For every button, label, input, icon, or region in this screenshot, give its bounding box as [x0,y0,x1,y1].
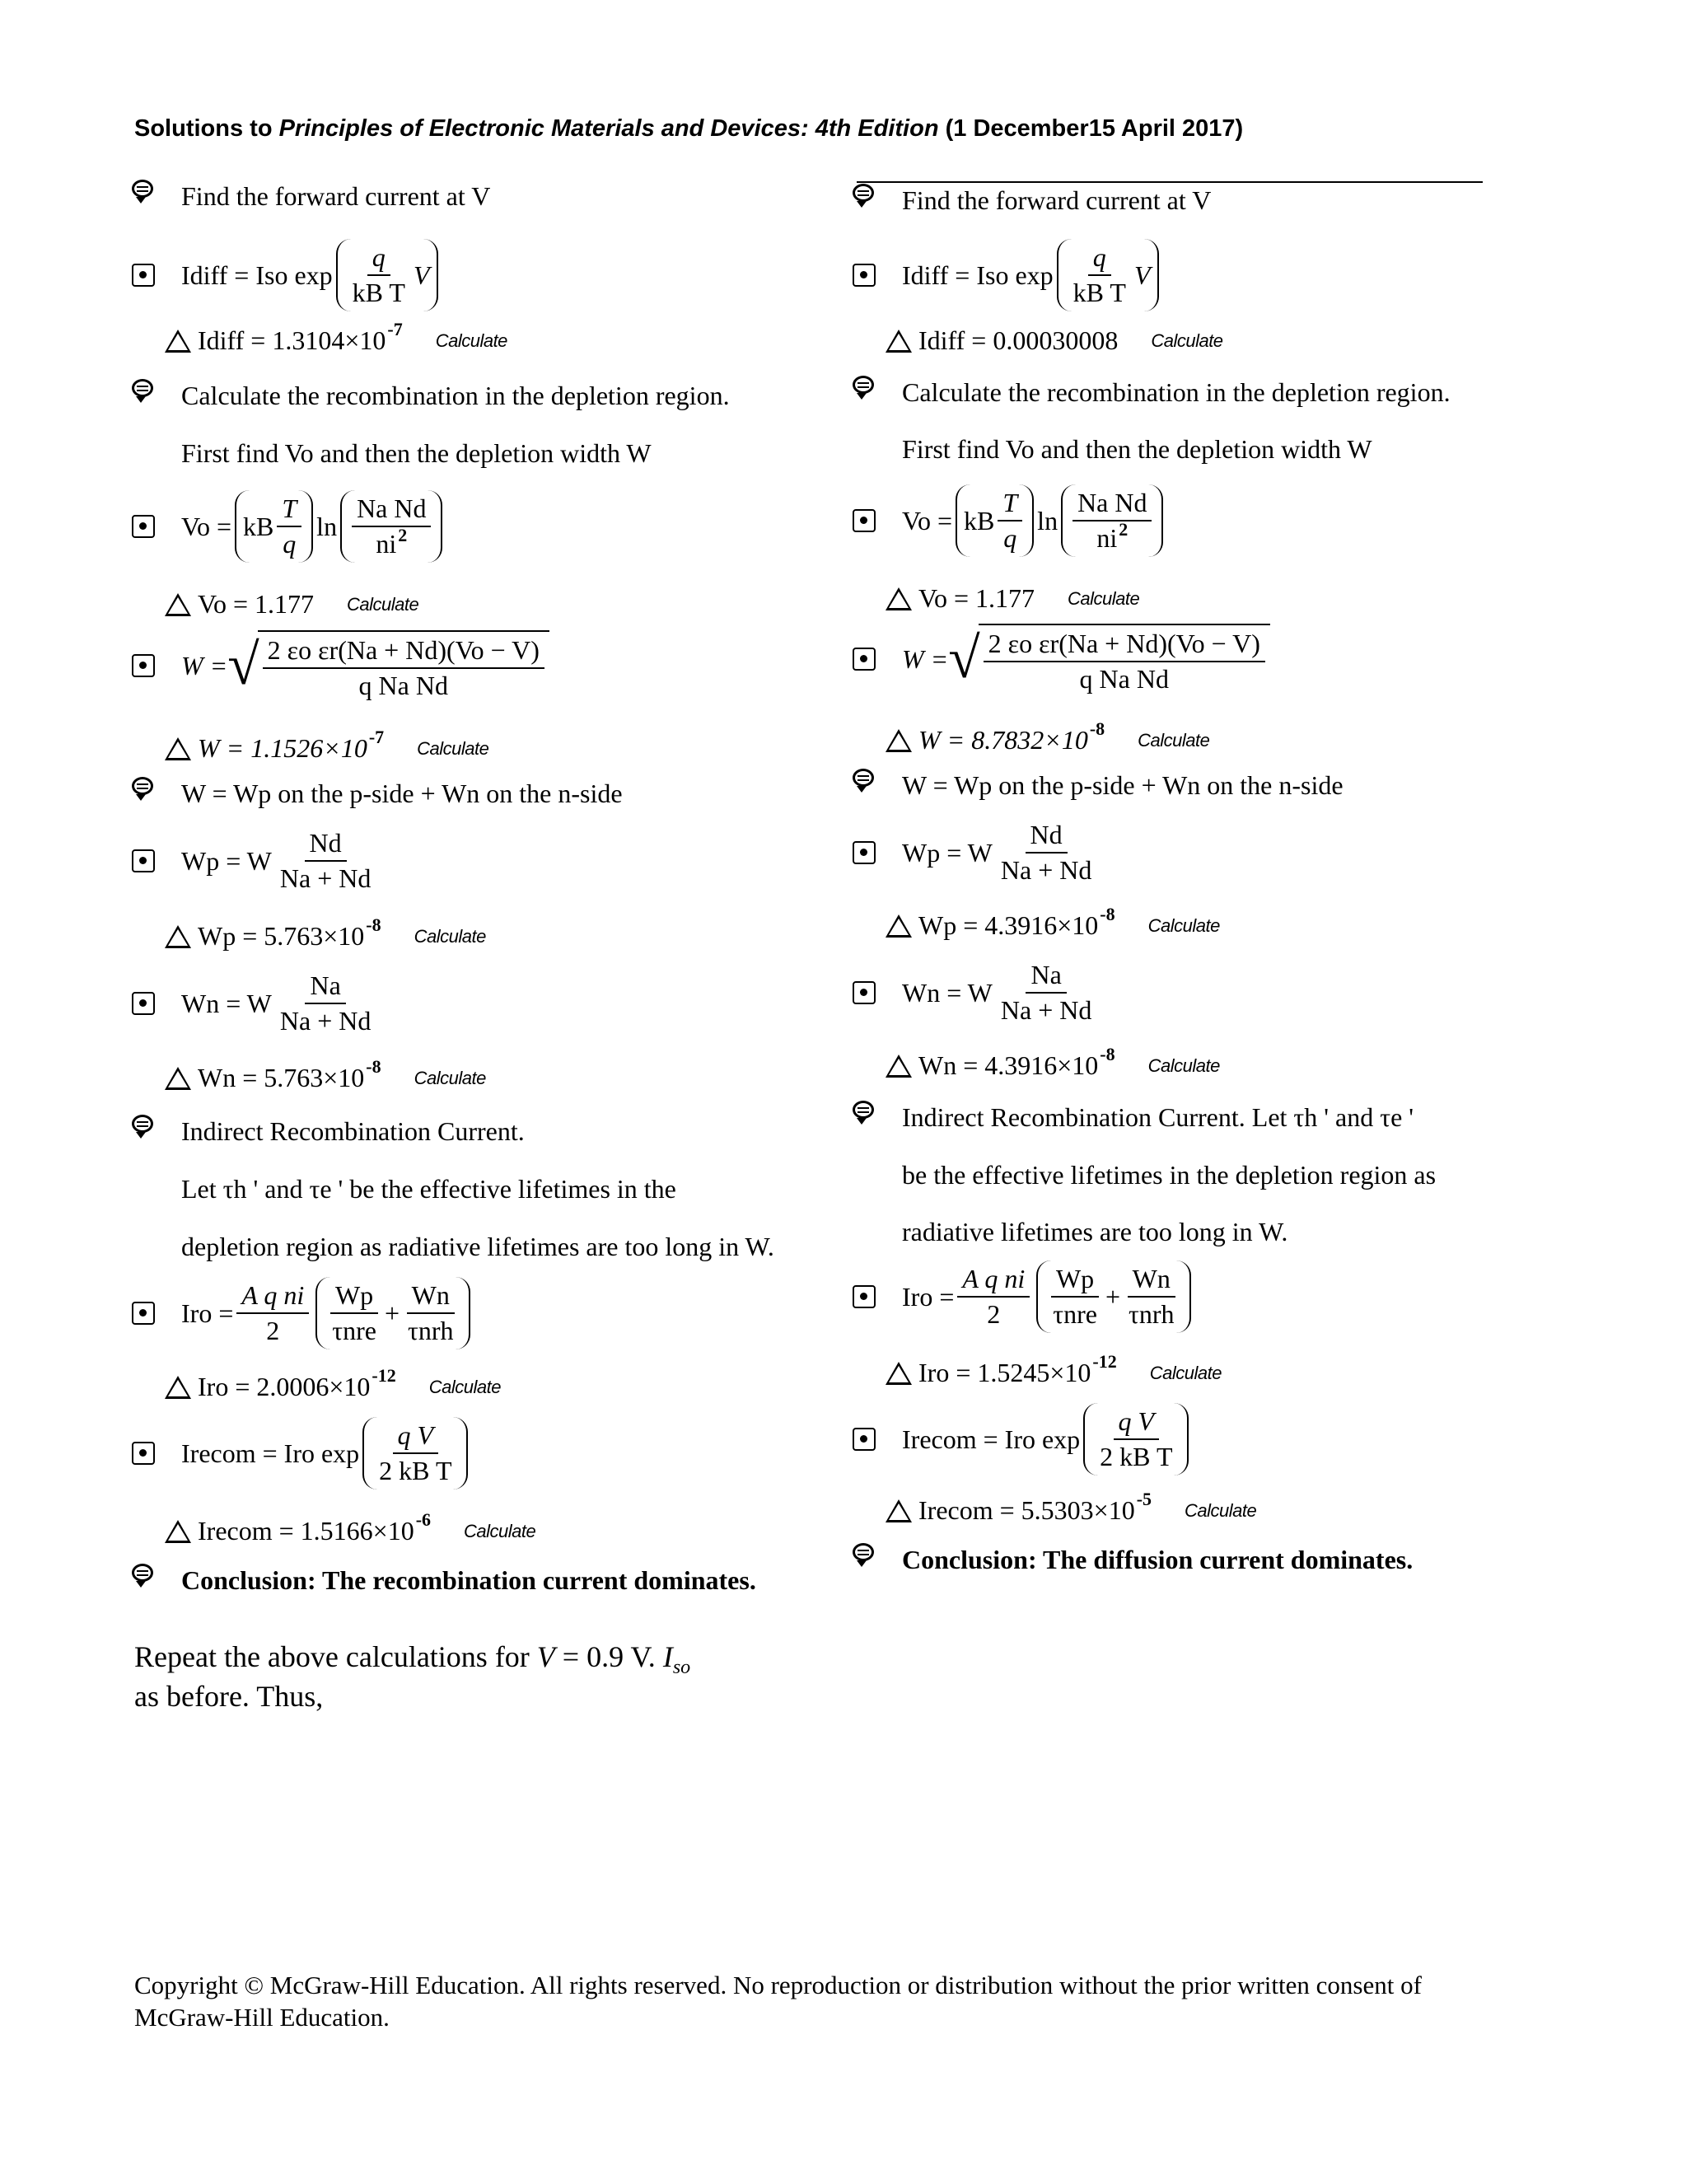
definition-icon [853,648,876,671]
definition-icon [853,981,876,1004]
note-text: be the effective lifetimes in the depletion region as [902,1160,1437,1190]
note-text: First find Vo and then the depletion width W [181,438,652,468]
result-row: Irecom = 5.5303×10 -5 Calculate [886,1495,1256,1526]
definition-icon [132,1442,155,1465]
note-row [132,1565,756,1596]
result-row: Irecom = 1.5166×10 -6 Calculate [165,1516,535,1546]
definition-icon [132,849,155,872]
definition-row: Vo = kB $\frac{T}{q}$ ln $\frac{\text{Na Nd}}{ni^2}$ [853,484,1166,557]
calculate-button[interactable]: Calculate [414,925,486,947]
definition-row: Irecom = Iro exp $\frac{\text{q V}}{\text{2 kB T}}$ [853,1403,1192,1475]
note-row: Indirect Recombination Current. Let τh ' and τe ' [853,1102,1414,1133]
result-row: Wn = 5.763×10 -8 Calculate [165,1063,486,1093]
note-icon [853,769,874,787]
definition-row: Vo = kB $\frac{T}{q}$ ln $\frac{\text{Na Nd}}{ni^2}$ [132,490,446,563]
note-text: depletion region as radiative lifetimes are too long in W. [181,1232,774,1261]
result-icon [886,729,912,752]
definition-row: Wp = W $\frac{Nd}{Na + Nd}$ [132,828,379,894]
result-row: Wn = 4.3916×10 -8 Calculate [886,1050,1220,1081]
calculate-button[interactable]: Calculate [428,1376,501,1397]
definition-row: Wn = W $\frac{Na}{Na + Nd}$ [853,960,1100,1026]
note-row: Calculate the recombination in the depletion region. [853,377,1451,408]
result-icon [886,1055,912,1078]
result-icon [886,914,912,938]
result-icon [165,593,191,616]
calculate-button[interactable]: Calculate [414,1067,486,1088]
result-row: Wp = 5.763×10 -8 Calculate [165,921,486,952]
result-icon [165,1376,191,1399]
calculate-button[interactable]: Calculate [1068,587,1140,609]
definition-row: Wn = W $\frac{Na}{Na + Nd}$ [132,970,379,1036]
note-row: W = Wp on the p-side + Wn on the n-side [132,779,623,809]
definition-icon [132,654,155,677]
calculate-button[interactable]: Calculate [435,330,507,351]
definition-row: W = √ $\frac{\text{2 εo εr(Na + Nd)(Vo − V)}}{\text{q Na Nd}}$ [853,624,1270,694]
body-paragraph-continued: as before. Thus, [134,1680,324,1713]
note-icon [132,379,153,397]
note-icon [132,1564,153,1582]
calculate-button[interactable]: Calculate [1138,729,1210,751]
calculate-button[interactable]: Calculate [1149,1362,1222,1383]
result-row: Vo = 1.177 Calculate [165,589,418,620]
right-column-rule [857,181,1483,183]
note-icon [853,1543,874,1561]
calculate-button[interactable]: Calculate [1185,1499,1257,1521]
definition-icon [853,509,876,532]
result-icon [886,587,912,610]
body-paragraph: Repeat the above calculations for V = 0.9 V. $I_{so}$ [134,1640,691,1679]
definition-icon [132,264,155,287]
result-icon [165,1067,191,1090]
definition-icon [853,841,876,864]
note-row [853,1545,1413,1575]
result-row: Idiff = 0.00030008 Calculate [886,325,1223,356]
note-row: W = Wp on the p-side + Wn on the n-side [853,770,1344,801]
book-title: Principles of Electronic Materials and Devices: 4th Edition [278,115,939,142]
note-row: Find the forward current at V [853,185,1211,216]
definition-row: Iro = $\frac{\text{A q ni}}{2}$ $\frac{Wp}{\text{τnre}}$ + $\frac{Wn}{\text{τnrh}}$ [853,1260,1194,1333]
definition-icon [853,1428,876,1451]
copyright-footer: Copyright © McGraw-Hill Education. All rights reserved. No reproduction or distribution without the prior written consent of McGraw-Hill Education. [134,1971,1422,2032]
result-row: W = 1.1526×10 -7 Calculate [165,733,488,764]
note-row: Calculate the recombination in the depletion region. [132,381,730,411]
definition-row: Idiff = Iso exp $\frac{q}{\text{kB T}}$ V [853,239,1162,311]
conclusion: Conclusion: The diffusion current dominates. [902,1545,1414,1574]
definition-row: W = √ $\frac{\text{2 εo εr(Na + Nd)(Vo − V)}}{\text{q Na Nd}}$ [132,630,549,701]
result-icon [165,737,191,760]
note-icon [853,376,874,394]
result-icon [886,1362,912,1385]
result-row: Wp = 4.3916×10 -8 Calculate [886,910,1220,941]
result-row: Vo = 1.177 Calculate [886,583,1139,614]
definition-icon [853,264,876,287]
result-icon [886,330,912,353]
note-row: Indirect Recombination Current. [132,1116,525,1147]
definition-icon [132,992,155,1015]
result-icon [165,330,191,353]
conclusion: Conclusion: The recombination current dominates. [181,1565,756,1595]
note-icon [853,184,874,202]
definition-row: Wp = W $\frac{Nd}{Na + Nd}$ [853,820,1100,886]
note-text: First find Vo and then the depletion width W [902,434,1372,464]
note-icon [132,777,153,795]
definition-row: Iro = $\frac{\text{A q ni}}{2}$ $\frac{Wp}{\text{τnre}}$ + $\frac{Wn}{\text{τnrh}}$ [132,1277,474,1349]
calculate-button[interactable]: Calculate [1151,330,1223,351]
result-icon [886,1499,912,1522]
calculate-button[interactable]: Calculate [347,593,419,615]
note-text: Let τh ' and τe ' be the effective lifetimes in the [181,1174,676,1204]
result-row: W = 8.7832×10 -8 Calculate [886,725,1209,755]
result-row: Iro = 1.5245×10 -12 Calculate [886,1358,1222,1388]
page-header: Solutions to Principles of Electronic Materials and Devices: 4th Edition (1 December15 April 2017) [134,115,1244,142]
note-text: radiative lifetimes are too long in W. [902,1217,1288,1246]
definition-icon [853,1285,876,1308]
note-icon [853,1101,874,1119]
result-icon [165,925,191,948]
note-icon [132,180,153,198]
note-row: Find the forward current at V [132,181,490,212]
note-icon [132,1115,153,1133]
result-row: Iro = 2.0006×10 -12 Calculate [165,1372,501,1402]
definition-row: Idiff = Iso exp $\frac{q}{\text{kB T}}$ V [132,239,442,311]
definition-row: Irecom = Iro exp $\frac{\text{q V}}{\text{2 kB T}}$ [132,1417,471,1490]
definition-icon [132,515,155,538]
calculate-button[interactable]: Calculate [464,1520,536,1541]
result-row: Idiff = 1.3104×10 -7 Calculate [165,325,507,356]
calculate-button[interactable]: Calculate [1147,914,1220,936]
calculate-button[interactable]: Calculate [417,737,489,759]
calculate-button[interactable]: Calculate [1147,1055,1220,1076]
definition-icon [132,1302,155,1325]
result-icon [165,1520,191,1543]
